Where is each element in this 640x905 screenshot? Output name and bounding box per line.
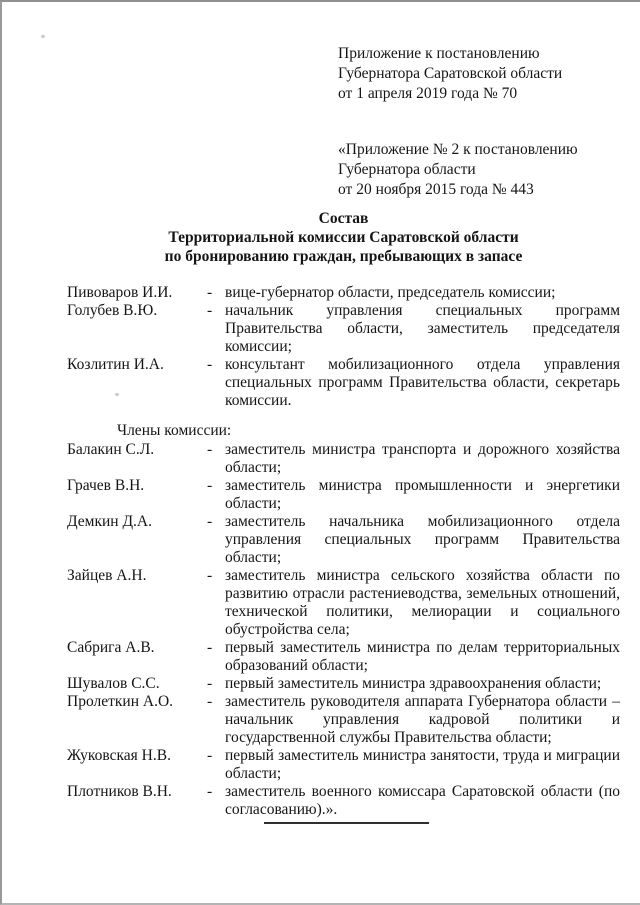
member-name: Балакин С.Л. (67, 441, 155, 458)
dash-separator: - (207, 567, 213, 584)
annex-line: «Приложение № 2 к постановлению (338, 141, 578, 158)
member-role: заместитель начальника мобилизационного отдела управления специальных программ Правительства области; (225, 513, 620, 566)
member-row (67, 783, 620, 819)
member-role: заместитель военного комиссара Саратовской области (по согласованию).». (225, 783, 620, 818)
member-name: Грачев В.Н. (67, 477, 145, 494)
member-name: Сабрига А.В. (67, 639, 155, 656)
member-row (67, 747, 620, 783)
leadership-row (67, 356, 620, 410)
member-name: Пролеткин А.О. (67, 693, 174, 710)
member-role: заместитель министра сельского хозяйства области по развитию отрасли растениеводства, земельных отношений, технической политики, мелиорации и социального обустройства села; (225, 567, 620, 638)
member-role: заместитель руководителя аппарата Губернатора области – начальник управления кадровой политики и государственной службы Правительства области; (225, 693, 620, 746)
member-row (67, 567, 620, 639)
signature-divider-line (264, 822, 429, 824)
members-heading: Члены комиссии: (117, 422, 232, 439)
member-role: заместитель министра промышленности и энергетики области; (225, 477, 620, 512)
leadership-roster (67, 284, 620, 410)
document-content (2, 2, 640, 819)
annex-line: Губернатора Саратовской области (338, 65, 563, 82)
member-row (67, 675, 620, 693)
member-role: вице-губернатор области, председатель комиссии; (225, 284, 556, 301)
title-line: по бронированию граждан, пребывающих в запасе (164, 248, 523, 265)
leadership-row (67, 284, 620, 302)
dash-separator: - (207, 639, 213, 656)
annex-line: Губернатора области (338, 161, 476, 178)
member-name: Плотников В.Н. (67, 783, 172, 800)
member-row (67, 477, 620, 513)
dash-separator: - (207, 783, 213, 800)
dash-separator: - (207, 356, 213, 373)
member-name: Козлитин И.А. (67, 356, 164, 373)
member-role: первый заместитель министра занятости, труда и миграции области; (225, 747, 620, 782)
leadership-row (67, 302, 620, 356)
annex-line: Приложение к постановлению (338, 45, 540, 62)
annex-line: от 20 ноября 2015 года № 443 (338, 181, 534, 198)
document-title (67, 209, 620, 266)
member-name: Зайцев А.Н. (67, 567, 147, 584)
member-name: Пивоваров И.И. (67, 284, 173, 301)
member-row (67, 639, 620, 675)
member-name: Жуковская Н.В. (67, 747, 171, 764)
member-name: Шувалов С.С. (67, 675, 160, 692)
annex-line: от 1 апреля 2019 года № 70 (338, 85, 518, 102)
dash-separator: - (207, 747, 213, 764)
member-name: Голубев В.Ю. (67, 302, 158, 319)
dash-separator: - (207, 441, 213, 458)
title-line: Состав (318, 210, 369, 227)
member-role: первый заместитель министра здравоохранения области; (225, 675, 602, 692)
member-row (67, 693, 620, 747)
scan-noise-dot (41, 35, 45, 38)
annex-reference-secondary (338, 140, 620, 200)
dash-separator: - (207, 513, 213, 530)
member-row (67, 441, 620, 477)
annex-reference-primary (338, 2, 620, 104)
member-role: первый заместитель министра по делам территориальных образований области; (225, 639, 620, 674)
member-row (67, 513, 620, 567)
member-name: Демкин Д.А. (67, 513, 152, 530)
member-role: консультант мобилизационного отдела управления специальных программ Правительства области, секретарь комиссии. (225, 356, 620, 409)
dash-separator: - (207, 477, 213, 494)
members-roster (67, 441, 620, 819)
title-line: Территориальной комиссии Саратовской области (168, 229, 519, 246)
dash-separator: - (207, 284, 213, 301)
member-role: начальник управления специальных программ Правительства области, заместитель председателя комиссии; (225, 302, 620, 355)
dash-separator: - (207, 302, 213, 319)
member-role: заместитель министра транспорта и дорожного хозяйства области; (225, 441, 620, 476)
dash-separator: - (207, 693, 213, 710)
scan-noise-dot (115, 393, 119, 396)
dash-separator: - (207, 675, 213, 692)
